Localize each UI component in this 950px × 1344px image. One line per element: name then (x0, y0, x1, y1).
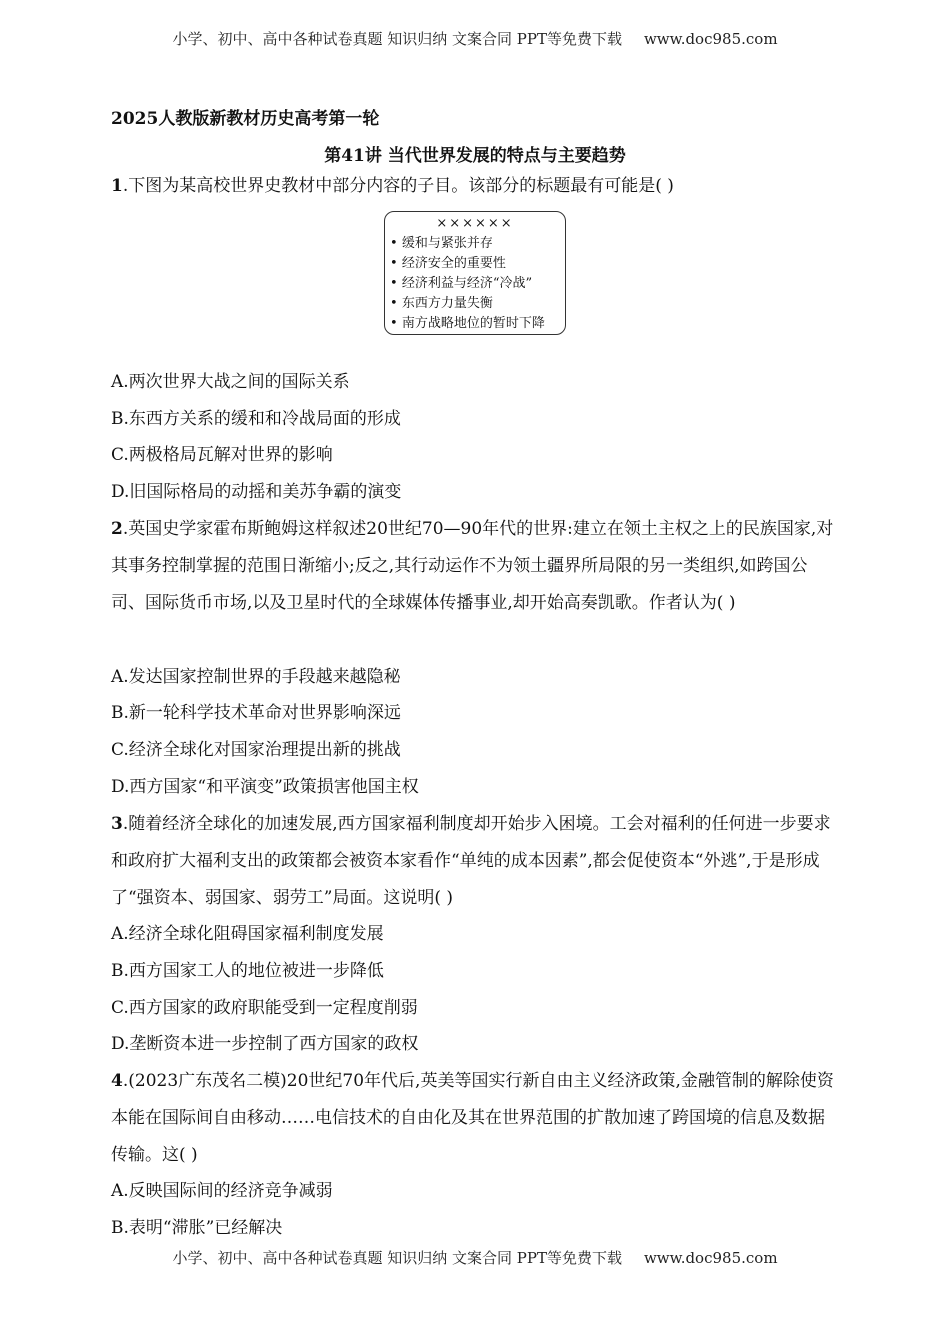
footer-text: 小学、初中、高中各种试卷真题 知识归纳 文案合同 PPT等免费下载 (172, 1249, 622, 1267)
question-3 (111, 806, 841, 917)
box-item: • 经济安全的重要性 (390, 254, 565, 274)
page-footer (0, 1247, 950, 1268)
question-text: .随着经济全球化的加速发展,西方国家福利制度却开始步入困境。工会对福利的任何进一步要求和政府扩大福利支出的政策都会被资本家看作“单纯的成本因素”,都会促使资本“外逃”,于是形成了“强资本、弱国家、弱劳工”局面。这说明( ) (111, 814, 831, 908)
lecture-title: 第41讲 当代世界发展的特点与主要趋势 (324, 146, 626, 166)
series-title: 2025人教版新教材历史高考第一轮 (111, 109, 380, 129)
header-text: 小学、初中、高中各种试卷真题 知识归纳 文案合同 PPT等免费下载 (172, 30, 622, 48)
option-a: A.两次世界大战之间的国际关系 (111, 372, 350, 392)
option-d: D.旧国际格局的动摇和美苏争霸的演变 (111, 482, 402, 502)
option-c: C.西方国家的政府职能受到一定程度削弱 (111, 998, 418, 1018)
box-item: • 缓和与紧张并存 (390, 234, 565, 254)
option-a: A.发达国家控制世界的手段越来越隐秘 (111, 667, 401, 687)
box-item: • 经济利益与经济“冷战” (390, 274, 565, 294)
question-2 (111, 511, 841, 622)
box-item: • 南方战略地位的暂时下降 (390, 314, 565, 334)
question-number: 3 (111, 814, 123, 834)
option-d: D.垄断资本进一步控制了西方国家的政权 (111, 1034, 419, 1054)
footer-url[interactable]: www.doc985.com (643, 1249, 778, 1267)
question-text: .(2023广东茂名二模)20世纪70年代后,英美等国实行新自由主义经济政策,金融管制的解除使资本能在国际间自由移动……电信技术的自由化及其在世界范围的扩散加速了跨国境的信息及数据传输。这( ) (111, 1071, 834, 1165)
question-number: 4 (111, 1071, 123, 1091)
question-number: 1 (111, 176, 123, 196)
question-text: .英国史学家霍布斯鲍姆这样叙述20世纪70—90年代的世界:建立在领土主权之上的民族国家,对其事务控制掌握的范围日渐缩小;反之,其行动运作不为领土疆界所局限的另一类组织,如跨国公司、国际货币市场,以及卫星时代的全球媒体传播事业,却开始高奏凯歌。作者认为( ) (111, 519, 834, 613)
option-b: B.东西方关系的缓和和冷战局面的形成 (111, 409, 401, 429)
option-c: C.经济全球化对国家治理提出新的挑战 (111, 740, 401, 760)
box-title: ×××××× (436, 216, 514, 231)
page-header (0, 28, 950, 49)
option-b: B.西方国家工人的地位被进一步降低 (111, 961, 384, 981)
box-item: • 东西方力量失衡 (390, 294, 565, 314)
option-d: D.西方国家“和平演变”政策损害他国主权 (111, 777, 419, 797)
question-text: .下图为某高校世界史教材中部分内容的子目。该部分的标题最有可能是( ) (122, 176, 674, 196)
option-b: B.新一轮科学技术革命对世界影响深远 (111, 703, 401, 723)
header-url[interactable]: www.doc985.com (643, 30, 778, 48)
option-c: C.两极格局瓦解对世界的影响 (111, 445, 333, 465)
question-1 (111, 168, 841, 205)
option-a: A.反映国际间的经济竞争减弱 (111, 1181, 333, 1201)
option-a: A.经济全球化阻碍国家福利制度发展 (111, 924, 384, 944)
question-4 (111, 1063, 841, 1174)
option-b: B.表明“滞胀”已经解决 (111, 1218, 283, 1238)
table-of-contents-box (384, 211, 566, 335)
question-number: 2 (111, 519, 123, 539)
